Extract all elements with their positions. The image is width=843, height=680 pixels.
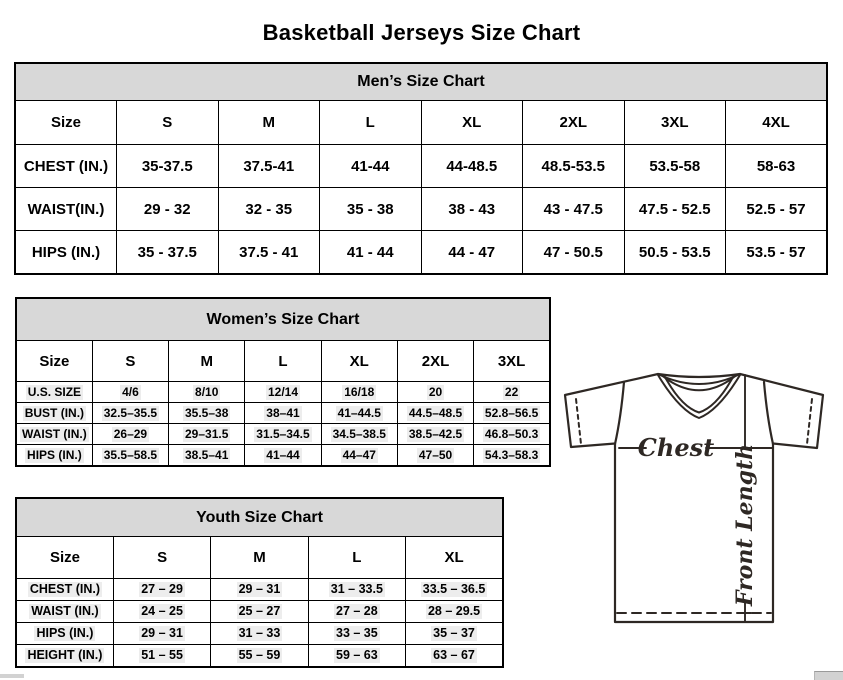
size-cell: 20 [397,382,473,403]
row-label: HIPS (IN.) [15,231,117,275]
column-header: Size [15,101,117,145]
size-cell: 58-63 [726,145,828,188]
row-label: HIPS (IN.) [16,623,113,645]
column-header: L [320,101,422,145]
row-label: U.S. SIZE [16,382,92,403]
size-cell: 12/14 [245,382,321,403]
row-label: WAIST (IN.) [16,424,92,445]
size-cell: 44-48.5 [421,145,523,188]
size-cell: 29 – 31 [211,579,308,601]
column-header: Size [16,341,92,382]
chest-label: Chest [637,433,715,462]
size-cell: 32.5–35.5 [92,403,168,424]
size-cell: 52.5 - 57 [726,188,828,231]
size-cell: 47.5 - 52.5 [624,188,726,231]
size-cell: 32 - 35 [218,188,320,231]
header-row [16,537,503,579]
row-label: HIPS (IN.) [16,445,92,467]
size-cell: 50.5 - 53.5 [624,231,726,275]
mens-chart-title: Men’s Size Chart [15,63,827,101]
row-label: BUST (IN.) [16,403,92,424]
column-header: XL [321,341,397,382]
jersey-outline-svg [545,355,843,679]
size-cell: 55 – 59 [211,645,308,668]
jersey-diagram [545,355,843,679]
size-cell: 53.5 - 57 [726,231,828,275]
size-cell: 59 – 63 [308,645,405,668]
size-cell: 29 – 31 [113,623,210,645]
size-cell: 37.5-41 [218,145,320,188]
column-header: L [245,341,321,382]
scrollbar-fragment-left[interactable] [0,674,24,678]
size-cell: 29 - 32 [117,188,219,231]
size-cell: 43 - 47.5 [523,188,625,231]
column-header: M [169,341,245,382]
column-header: 4XL [726,101,828,145]
size-cell: 53.5-58 [624,145,726,188]
size-cell: 26–29 [92,424,168,445]
size-cell: 16/18 [321,382,397,403]
size-cell: 35 – 37 [406,623,503,645]
column-header: Size [16,537,113,579]
column-header: 3XL [474,341,550,382]
table-row [15,188,827,231]
row-label: CHEST (IN.) [16,579,113,601]
left-armhole-seam [615,382,624,444]
size-cell: 41-44 [320,145,422,188]
right-cuff-dashed-line [807,399,812,444]
column-header: 2XL [397,341,473,382]
table-row [16,403,550,424]
table-row [16,645,503,668]
size-cell: 8/10 [169,382,245,403]
size-cell: 29–31.5 [169,424,245,445]
size-cell: 31 – 33 [211,623,308,645]
size-cell: 44 - 47 [421,231,523,275]
column-header: XL [406,537,503,579]
size-cell: 35.5–58.5 [92,445,168,467]
youth-size-table [15,497,504,668]
size-cell: 35-37.5 [117,145,219,188]
size-cell: 25 – 27 [211,601,308,623]
size-cell: 51 – 55 [113,645,210,668]
size-cell: 27 – 29 [113,579,210,601]
size-cell: 35.5–38 [169,403,245,424]
size-cell: 35 - 37.5 [117,231,219,275]
left-cuff-dashed-line [576,399,581,444]
size-cell: 38.5–42.5 [397,424,473,445]
size-cell: 27 – 28 [308,601,405,623]
column-header: S [113,537,210,579]
size-cell: 37.5 - 41 [218,231,320,275]
size-cell: 41–44.5 [321,403,397,424]
row-label: WAIST (IN.) [16,601,113,623]
size-cell: 54.3–58.3 [474,445,550,467]
size-cell: 38–41 [245,403,321,424]
size-cell: 44.5–48.5 [397,403,473,424]
table-row [15,231,827,275]
size-cell: 48.5-53.5 [523,145,625,188]
size-cell: 33.5 – 36.5 [406,579,503,601]
table-row [16,445,550,467]
size-cell: 24 – 25 [113,601,210,623]
column-header: M [211,537,308,579]
column-header: 2XL [523,101,625,145]
column-header: S [117,101,219,145]
size-cell: 47 - 50.5 [523,231,625,275]
table-row [16,623,503,645]
row-label: WAIST(IN.) [15,188,117,231]
header-row [15,101,827,145]
size-cell: 41 - 44 [320,231,422,275]
size-cell: 33 – 35 [308,623,405,645]
table-row [15,145,827,188]
size-cell: 38 - 43 [421,188,523,231]
youth-chart-title: Youth Size Chart [16,498,503,537]
right-armhole-seam [764,382,773,444]
mens-size-table [14,62,828,275]
header-row [16,341,550,382]
column-header: M [218,101,320,145]
front-length-label: Front Length [732,443,758,607]
size-cell: 41–44 [245,445,321,467]
size-cell: 31 – 33.5 [308,579,405,601]
size-cell: 52.8–56.5 [474,403,550,424]
size-cell: 63 – 67 [406,645,503,668]
size-cell: 35 - 38 [320,188,422,231]
size-cell: 38.5–41 [169,445,245,467]
size-cell: 44–47 [321,445,397,467]
size-cell: 28 – 29.5 [406,601,503,623]
row-label: CHEST (IN.) [15,145,117,188]
womens-chart-title: Women’s Size Chart [16,298,550,341]
collar-inner-v [665,377,733,413]
table-row [16,382,550,403]
size-cell: 46.8–50.3 [474,424,550,445]
table-row [16,579,503,601]
column-header: XL [421,101,523,145]
column-header: S [92,341,168,382]
size-cell: 31.5–34.5 [245,424,321,445]
page-title: Basketball Jerseys Size Chart [262,19,581,45]
size-cell: 22 [474,382,550,403]
womens-size-table [15,297,551,467]
size-cell: 4/6 [92,382,168,403]
size-cell: 47–50 [397,445,473,467]
table-row [16,601,503,623]
column-header: L [308,537,405,579]
table-row [16,424,550,445]
column-header: 3XL [624,101,726,145]
row-label: HEIGHT (IN.) [16,645,113,668]
size-cell: 34.5–38.5 [321,424,397,445]
